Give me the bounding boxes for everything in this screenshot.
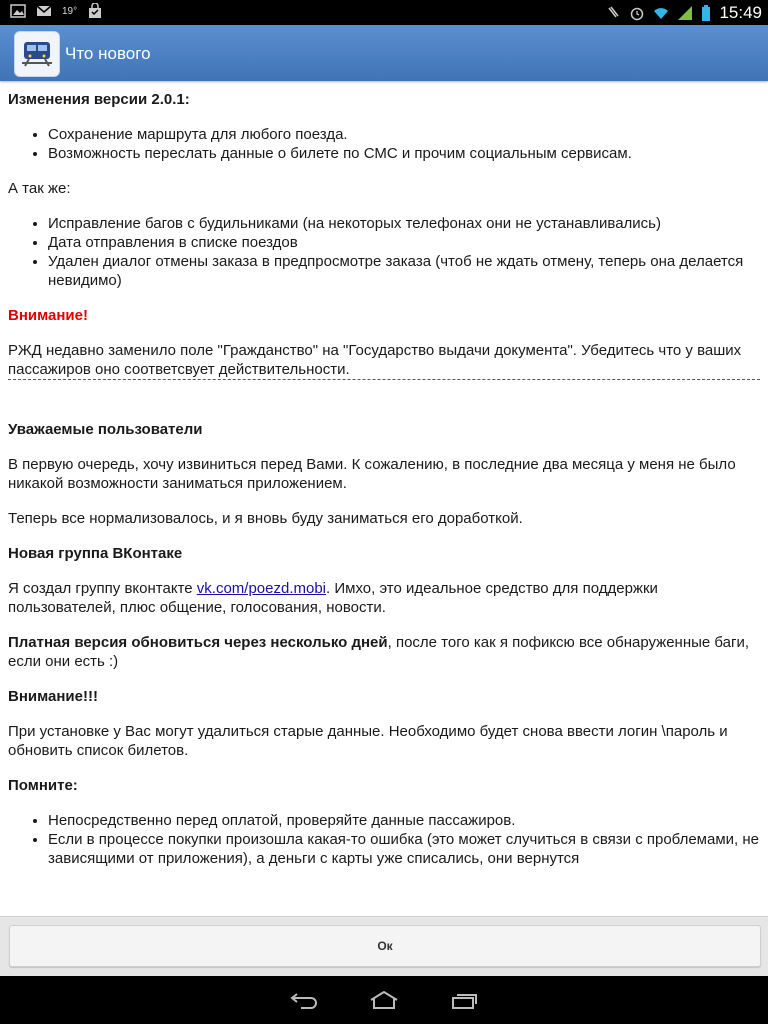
- train-icon[interactable]: [14, 31, 60, 77]
- recent-apps-icon[interactable]: [450, 990, 480, 1010]
- version-changes-list: [8, 125, 760, 163]
- list-item: • Сохранение маршрута для любого поезда.: [48, 125, 760, 144]
- status-bar-notifications: [10, 3, 103, 19]
- whats-new-content[interactable]: [0, 82, 768, 916]
- action-bar: [0, 25, 768, 81]
- warning-heading: Внимание!!!: [8, 688, 98, 705]
- vk-text-after: . Имхо, это идеальное средство для поддержки пользователей, плюс общение, голосования, новости.: [8, 580, 658, 616]
- ok-button[interactable]: Ок: [9, 925, 761, 967]
- status-bar: [0, 0, 768, 25]
- remember-list: [8, 811, 760, 868]
- list-item: • Если в процессе покупки произошла какая-то ошибка (это может случиться в связи с проблемами, не зависящими от приложения), а деньги с карты уже списались, они вернутся: [48, 830, 760, 868]
- gmail-icon: [36, 3, 52, 19]
- status-bar-system: [605, 3, 762, 22]
- paid-version-bold: Платная версия обновиться через несколько дней: [8, 634, 388, 651]
- also-label: А так же:: [8, 180, 71, 197]
- vk-group-link[interactable]: vk.com/poezd.mobi: [196, 580, 327, 597]
- list-item: • Дата отправления в списке поездов: [48, 233, 760, 252]
- paid-version-rest: , после того как я пофиксю все обнаруженные баги, если они есть :): [8, 634, 750, 670]
- version-heading: Изменения версии 2.0.1:: [8, 91, 190, 108]
- list-item: • Непосредственно перед оплатой, проверяйте данные пассажиров.: [48, 811, 760, 830]
- also-changes-list: [8, 214, 760, 290]
- sync-icon: [605, 5, 621, 21]
- paid-version-paragraph: [8, 633, 760, 671]
- list-item: • Удален диалог отмены заказа в предпросмотре заказа (чтоб не ждать отмену, теперь она делается невидимо): [48, 252, 760, 290]
- users-paragraph-2: Теперь все нормализовалось, и я вновь буду заниматься его доработкой.: [8, 510, 523, 527]
- users-paragraph-1: В первую очередь, хочу извиниться перед Вами. К сожалению, в последние два месяца у меня не было никакой возможности заниматься приложением.: [8, 456, 736, 492]
- home-icon[interactable]: [369, 990, 399, 1010]
- vk-paragraph: [8, 579, 760, 617]
- vk-heading: Новая группа ВКонтаке: [8, 545, 183, 562]
- temperature-text: 19°: [62, 5, 78, 17]
- attention-label: Внимание!: [8, 307, 88, 324]
- alarm-icon: [629, 5, 645, 21]
- users-heading: Уважаемые пользователи: [8, 421, 203, 438]
- battery-icon: [701, 5, 711, 21]
- signal-icon: [677, 5, 693, 21]
- image-icon: [10, 3, 26, 19]
- clock: 15:49: [719, 3, 762, 22]
- vk-text-before: Я создал группу вконтакте: [8, 580, 197, 597]
- page-title: Что нового: [65, 44, 151, 63]
- divider: [8, 379, 760, 380]
- back-icon[interactable]: [289, 990, 319, 1010]
- remember-heading: Помните:: [8, 777, 78, 794]
- dialog-button-bar: [0, 916, 768, 977]
- navigation-bar: [0, 976, 768, 1024]
- list-item: • Исправление багов с будильниками (на некоторых телефонах они не устанавливались): [48, 214, 760, 233]
- shopping-bag-icon: [87, 3, 103, 19]
- list-item: • Возможность переслать данные о билете по СМС и прочим социальным сервисам.: [48, 144, 760, 163]
- warning-text: При установке у Вас могут удалиться старые данные. Необходимо будет снова ввести логин \пароль и обновить список билетов.: [8, 723, 728, 759]
- attention-text: РЖД недавно заменило поле "Гражданство" на "Государство выдачи документа". Убедитесь что у ваших пассажиров оно соответсвует действительности.: [8, 342, 742, 378]
- wifi-icon: [653, 5, 669, 21]
